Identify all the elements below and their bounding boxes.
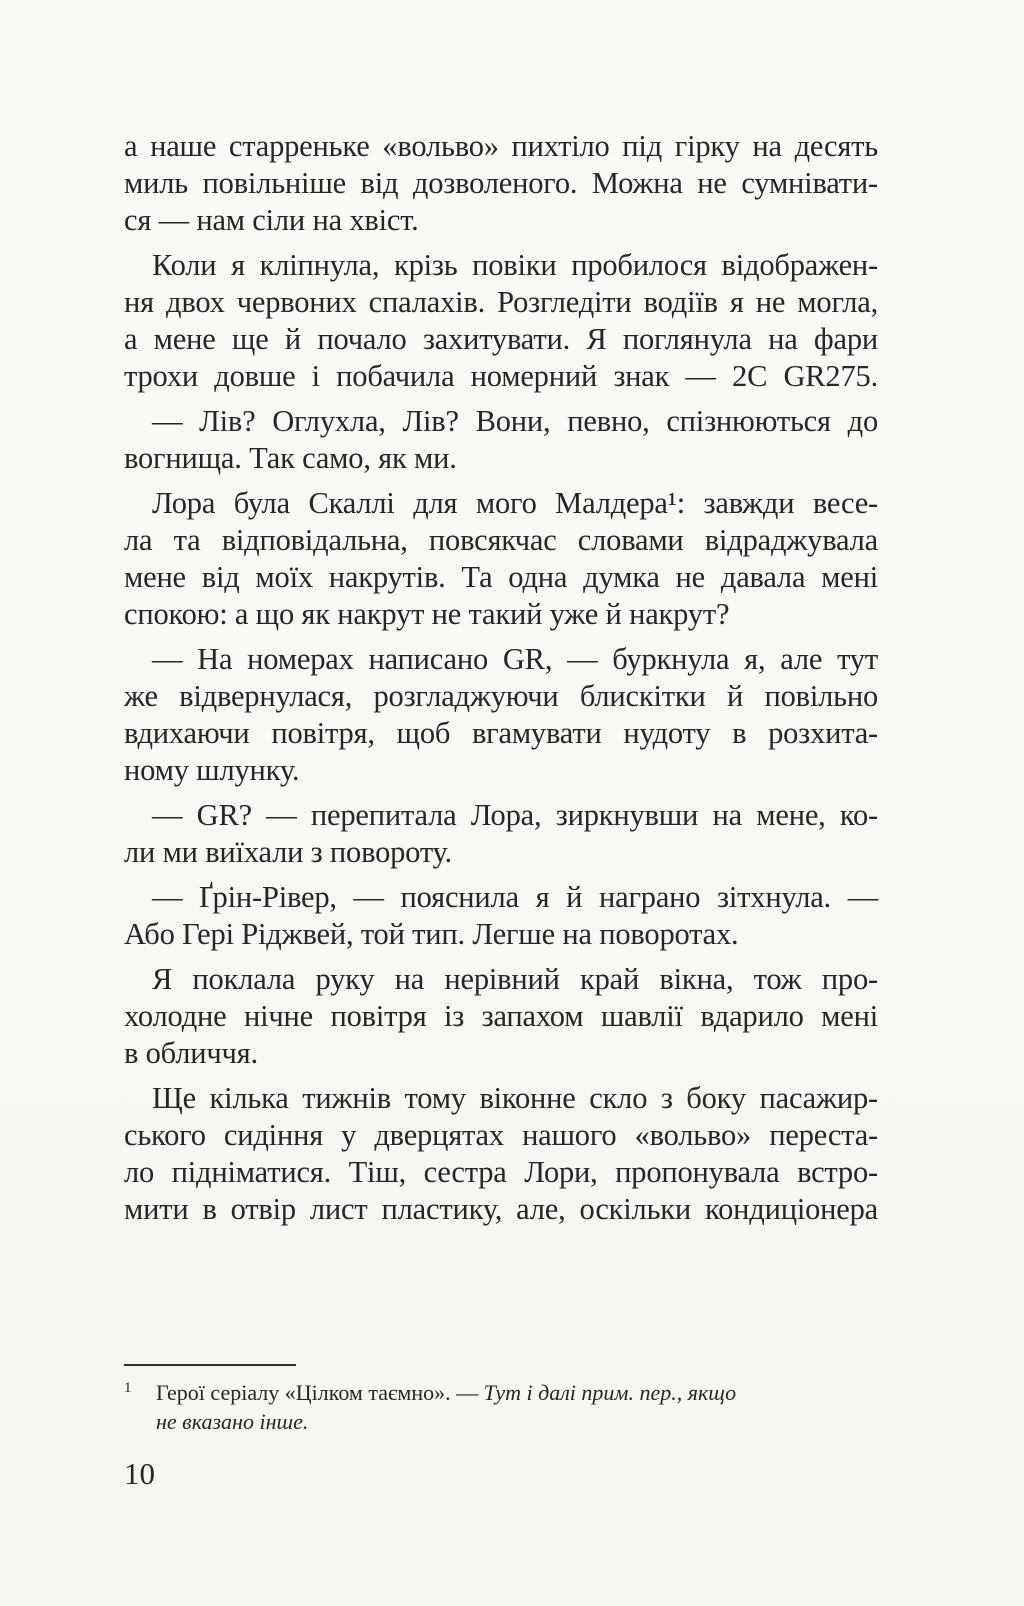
footnote-divider xyxy=(124,1364,296,1366)
text-line: вдихаючи повітря, щоб вгамувати нудоту в розхита- xyxy=(124,716,878,750)
text-line: спокою: а що як накрут не такий уже й накрут? xyxy=(124,597,730,631)
text-line: ли ми виїхали з повороту. xyxy=(124,835,452,869)
text-line: в обличчя. xyxy=(124,1036,258,1070)
text-line: Коли я кліпнула, крізь повіки пробилося відображен- xyxy=(152,248,878,282)
text-line: — GR? — перепитала Лора, зиркнувши на мене, ко- xyxy=(152,798,878,832)
text-line: Ще кілька тижнів тому віконне скло з боку пасажир- xyxy=(152,1081,878,1115)
text-line: — На номерах написано GR, — буркнула я, але тут xyxy=(152,642,878,676)
text-line: мити в отвір лист пластику, але, оскільки кондиціонера xyxy=(124,1192,878,1226)
text-line: ського сидіння у дверцятах нашого «вольво» переста- xyxy=(124,1118,878,1152)
text-line: миль повільніше від дозволеного. Можна не сумнівати- xyxy=(124,166,878,200)
footnote-marker: 1 xyxy=(124,1380,132,1396)
footnote-line xyxy=(156,1378,878,1407)
page-number: 10 xyxy=(124,1456,155,1491)
text-line: Лора була Скаллі для мого Малдера¹: завжди весе- xyxy=(152,486,878,520)
text-line: ло підніматися. Тіш, сестра Лори, пропонувала встро- xyxy=(124,1155,878,1189)
footnote-italic-text: Тут і далі прим. пер., якщо xyxy=(483,1380,737,1405)
text-line: мене від моїх накрутів. Та одна думка не давала мені xyxy=(124,560,878,594)
footnote-text xyxy=(156,1378,878,1436)
text-line: холодне нічне повітря із запахом шавлії вдарило мені xyxy=(124,999,878,1033)
text-line: же відвернулася, розгладжуючи блискітки й повільно xyxy=(124,679,878,713)
text-line: Я поклала руку на нерівний край вікна, тож про- xyxy=(152,962,878,996)
text-line: ному шлунку. xyxy=(124,753,300,787)
text-line: ся — нам сіли на хвіст. xyxy=(124,203,419,237)
text-line: — Ґрін-Рівер, — пояснила я й награно зітхнула. — xyxy=(152,880,878,914)
text-line: ня двох червоних спалахів. Розгледіти водіїв я не могла, xyxy=(124,285,878,319)
text-line: — Лів? Оглухла, Лів? Вони, певно, спізнюються до xyxy=(152,404,878,438)
text-line: а наше старреньке «вольво» пихтіло під гірку на десять xyxy=(124,129,878,163)
footnote-line: не вказано інше. xyxy=(156,1409,309,1434)
text-line: а мене ще й почало захитувати. Я поглянула на фари xyxy=(124,322,878,356)
body-text xyxy=(124,128,878,1228)
text-line: трохи довше і побачила номерний знак — 2C GR275. xyxy=(124,359,878,393)
text-line: ла та відповідальна, повсякчас словами відраджувала xyxy=(124,523,878,557)
footnote-plain-text: Герої серіалу «Цілком таємно». — xyxy=(156,1380,484,1405)
text-line: Або Гері Ріджвей, той тип. Легше на поворотах. xyxy=(124,917,739,951)
text-line: вогнища. Так само, як ми. xyxy=(124,441,457,475)
